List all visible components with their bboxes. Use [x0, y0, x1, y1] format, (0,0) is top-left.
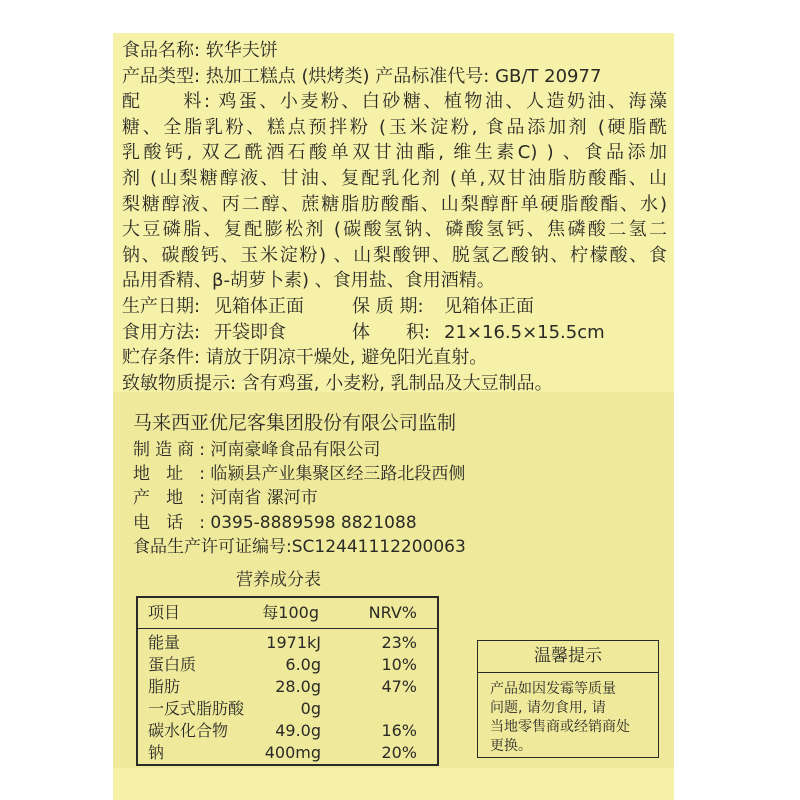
origin-row: 产地: 河南省 漯河市 — [133, 488, 318, 509]
nutrition-header-row — [138, 598, 437, 629]
volume-label: 体 积: — [352, 321, 431, 343]
product-info-block — [122, 38, 667, 396]
ingredients-line: 糖、全脂乳粉、糕点预拌粉 (玉米淀粉, 食品添加剂 (硬脂酰 — [122, 116, 667, 138]
usage-row — [122, 320, 667, 346]
usage-value: 开袋即食 — [214, 321, 286, 343]
warm-tip-title: 温馨提示 — [478, 641, 658, 673]
table-row: 脂肪 28.0g 47% — [148, 677, 417, 696]
license-row: 食品生产许可证编号:SC12441112200063 — [133, 536, 466, 557]
phone-row: 电话: 0395-8889598 8821088 — [133, 512, 417, 533]
shelf-life-value: 见箱体正面 — [444, 295, 534, 317]
warm-tip-text: 产品如因发霉等质量 问题, 请勿食用, 请 当地零售商或经销商处 更换。 — [490, 681, 630, 754]
product-type: 产品类型: 热加工糕点 (烘烤类) 产品标准代号: GB/T 20977 — [122, 65, 602, 87]
warm-tip-box — [477, 640, 659, 758]
product-name: 食品名称: 软华夫饼 — [122, 40, 278, 61]
address-row: 地址: 临颍县产业集聚区经三路北段西侧 — [133, 464, 466, 485]
ingredients-line: 配 料: 鸡蛋、小麦粉、白砂糖、植物油、人造奶油、海藻 — [122, 91, 667, 113]
allergen-notice: 致敏物质提示: 含有鸡蛋, 小麦粉, 乳制品及大豆制品。 — [122, 372, 553, 394]
label-bottom-strip — [113, 768, 674, 800]
table-row: 能量 1971kJ 23% — [148, 633, 417, 652]
manufacturer-block — [133, 408, 663, 559]
shelf-life-label: 保 质 期: — [352, 295, 424, 317]
header-per100g: 每100g — [262, 603, 319, 622]
storage-conditions: 贮存条件: 请放于阴凉干燥处, 避免阳光直射。 — [122, 347, 488, 369]
table-row: 一反式脂肪酸 0g — [148, 699, 321, 718]
volume-value: 21×16.5×15.5cm — [444, 321, 605, 343]
header-item: 项目 — [148, 603, 181, 622]
nutrition-title: 营养成分表 — [236, 570, 321, 590]
ingredients-line: 剂 (山梨糖醇液、甘油、复配乳化剂 (单,双甘油脂肪酸酯、山 — [122, 167, 667, 189]
dates-row — [122, 294, 667, 320]
supervisor-line: 马来西亚优尼客集团股份有限公司监制 — [133, 412, 457, 434]
production-date-label: 生产日期: — [122, 295, 201, 317]
nutrition-table — [136, 596, 439, 766]
manufacturer-row: 制造商: 河南豪峰食品有限公司 — [133, 440, 381, 460]
ingredients-line: 品用香精、β-胡萝卜素) 、食用盐、食用酒精。 — [122, 270, 495, 292]
table-row: 钠 400mg 20% — [148, 743, 417, 762]
header-nrv: NRV% — [368, 603, 417, 622]
usage-label: 食用方法: — [122, 321, 201, 343]
ingredients-line: 钠、碳酸钙、玉米淀粉) 、山梨酸钾、脱氢乙酸钠、柠檬酸、食 — [122, 244, 667, 266]
table-row: 蛋白质 6.0g 10% — [148, 655, 417, 674]
table-row: 碳水化合物 49.0g 16% — [148, 721, 417, 740]
ingredients-line: 梨糖醇液、丙二醇、蔗糖脂肪酸酯、山梨醇酐单硬脂酸酯、水) — [122, 193, 667, 215]
ingredients-line: 大豆磷脂、复配膨松剂 (碳酸氢钠、磷酸氢钙、焦磷酸二氢二 — [122, 219, 667, 241]
ingredients-line: 乳酸钙, 双乙酰酒石酸单双甘油酯, 维生素C) ) 、食品添加 — [122, 142, 667, 164]
production-date-value: 见箱体正面 — [214, 295, 304, 317]
